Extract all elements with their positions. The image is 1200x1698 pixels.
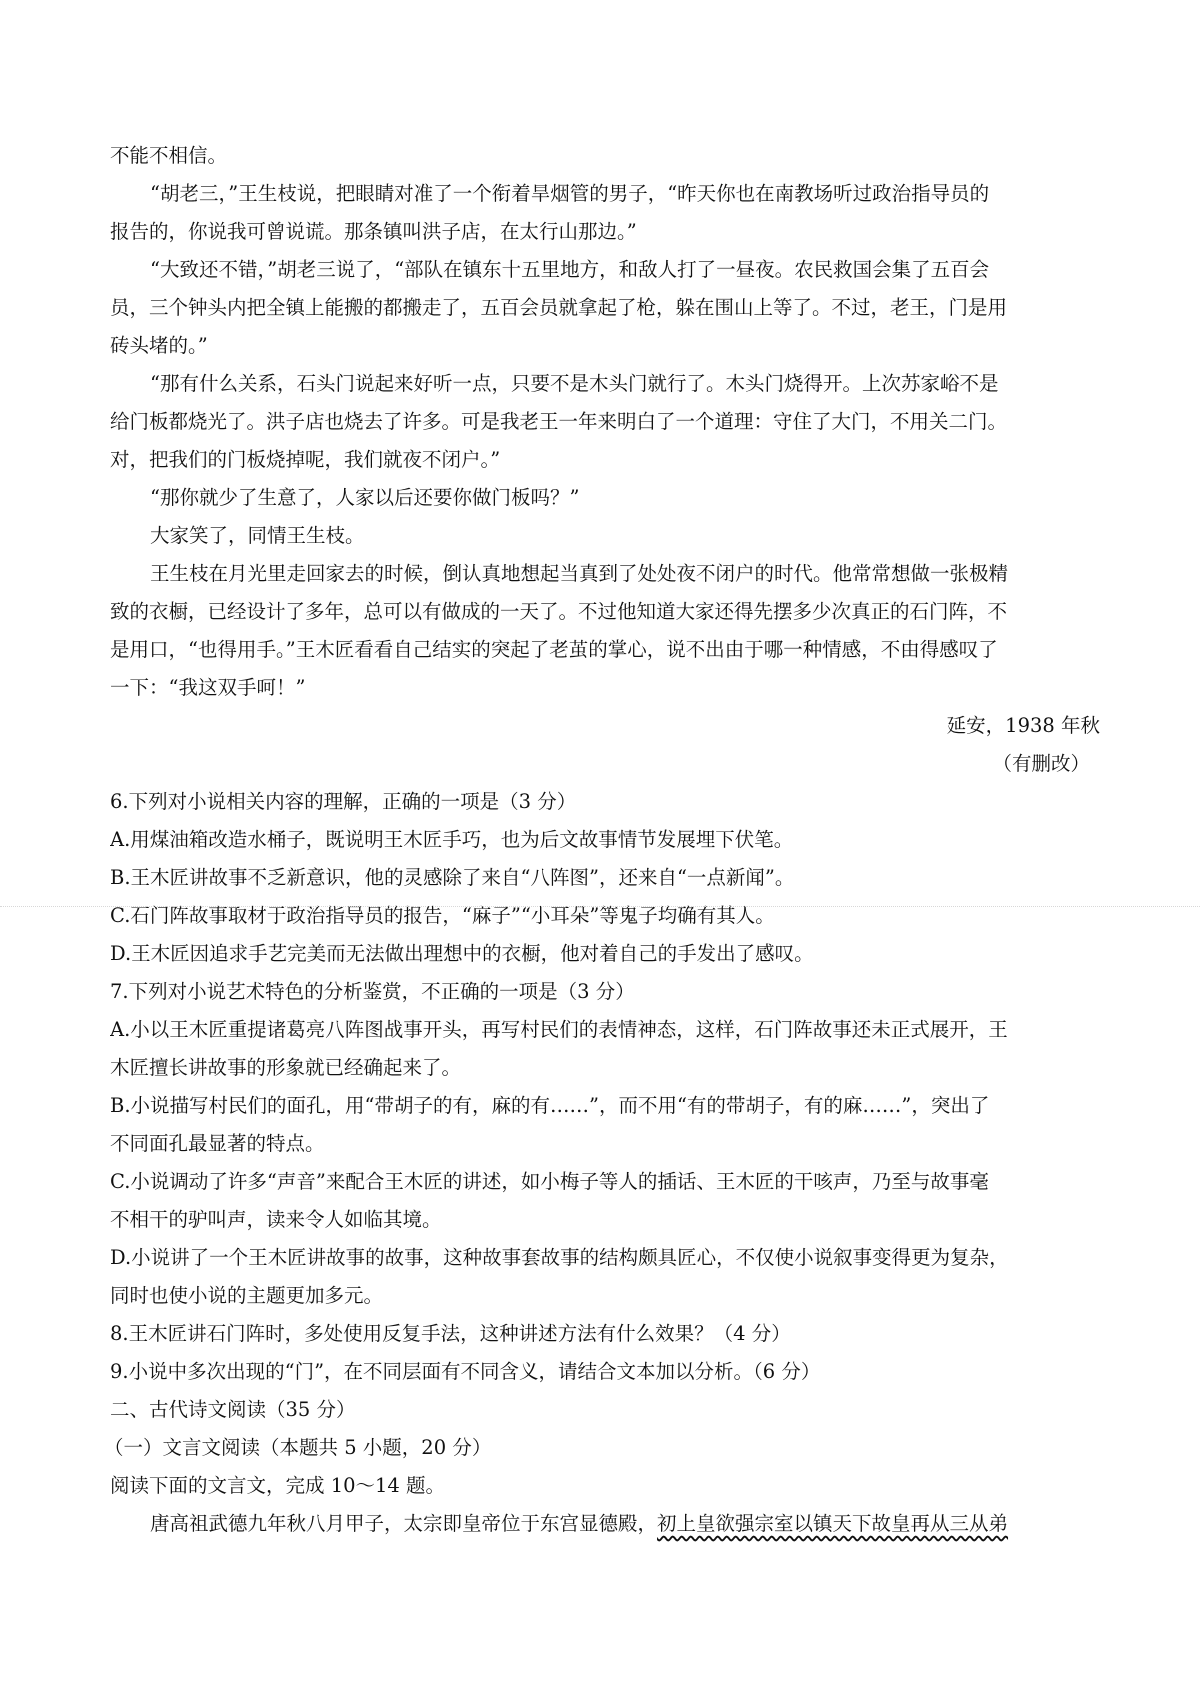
question-line: 9.小说中多次出现的“门”，在不同层面有不同含义，请结合文本加以分析。（6 分） [110, 1360, 821, 1383]
page-divider [0, 906, 1200, 907]
story-text [110, 137, 1100, 707]
passage-underlined: 初上皇欲强宗室以镇天下故皇再从三从弟 [657, 1512, 1009, 1535]
passage-plain: 唐高祖武德九年秋八月甲子，太宗即皇帝位于东宫显德殿， [150, 1512, 658, 1535]
questions-block [110, 783, 1100, 1391]
story-line: “大致还不错，”胡老三说了，“部队在镇东十五里地方，和敌人打了一昼夜。农民救国会集了五百会 [150, 258, 990, 281]
story-line: 砖头堵的。” [110, 334, 208, 357]
question-line: A.小以王木匠重提诸葛亮八阵图战事开头，再写村民们的表情神态，这样，石门阵故事还未正式展开，王 [110, 1018, 1008, 1041]
question-line: C.石门阵故事取材于政治指导员的报告，“麻子”“小耳朵”等鬼子均确有其人。 [110, 904, 775, 927]
sub-heading: （一）文言文阅读（本题共 5 小题，20 分） [104, 1436, 492, 1459]
story-line: 是用口，“也得用手。”王木匠看看自己结实的突起了老茧的掌心，说不出由于哪一种情感，不由得感叹了 [110, 638, 998, 661]
story-line: 对，把我们的门板烧掉呢，我们就夜不闭户。” [110, 448, 501, 471]
question-line: 不相干的驴叫声，读来令人如临其境。 [110, 1208, 442, 1231]
question-line: D.小说讲了一个王木匠讲故事的故事，这种故事套故事的结构颇具匠心，不仅使小说叙事变得更为复杂， [110, 1246, 1009, 1269]
question-line: B.王木匠讲故事不乏新意识，他的灵感除了来自“八阵图”，还来自“一点新闻”。 [110, 866, 795, 889]
question-line: 8.王木匠讲石门阵时，多处使用反复手法，这种讲述方法有什么效果？（4 分） [110, 1322, 791, 1345]
question-line: 6.下列对小说相关内容的理解，正确的一项是（3 分） [110, 790, 577, 813]
story-line: 一下：“我这双手呵！” [110, 676, 306, 699]
question-line: 不同面孔最显著的特点。 [110, 1132, 325, 1155]
question-line: B.小说描写村民们的面孔，用“带胡子的有，麻的有……”，而不用“有的带胡子，有的麻……”，突出了 [110, 1094, 990, 1117]
section-heading: 二、古代诗文阅读（35 分） [110, 1398, 356, 1421]
story-line: 员，三个钟头内把全镇上能搬的都搬走了，五百会员就拿起了枪，躲在围山上等了。不过，老王，门是用 [110, 296, 1008, 319]
signature-note: （有删改） [992, 752, 1090, 775]
question-line: D.王木匠因追求手艺完美而无法做出理想中的衣橱，他对着自己的手发出了感叹。 [110, 942, 814, 965]
question-line: 7.下列对小说艺术特色的分析鉴赏，不正确的一项是（3 分） [110, 980, 635, 1003]
story-line: 不能不相信。 [110, 144, 228, 167]
signature-place-date: 延安，1938 年秋 [946, 714, 1100, 737]
story-line: “胡老三，”王生枝说，把眼睛对准了一个衔着旱烟管的男子，“昨天你也在南教场听过政治指导员的 [150, 182, 990, 205]
story-line: 王生枝在月光里走回家去的时候，倒认真地想起当真到了处处夜不闭户的时代。他常常想做一张极精 [150, 562, 1009, 585]
story-line: 报告的，你说我可曾说谎。那条镇叫洪子店，在太行山那边。” [110, 220, 637, 243]
story-line: “那你就少了生意了，人家以后还要你做门板吗？” [150, 486, 580, 509]
exam-page [104, 137, 1100, 1543]
story-line: 给门板都烧光了。洪子店也烧去了许多。可是我老王一年来明白了一个道理：守住了大门，不用关二门。 [110, 410, 1008, 433]
question-line: 木匠擅长讲故事的形象就已经确起来了。 [110, 1056, 462, 1079]
story-line: “那有什么关系，石头门说起来好听一点，只要不是木头门就行了。木头门烧得开。上次苏家峪不是 [150, 372, 999, 395]
question-line: A.用煤油箱改造水桶子，既说明王木匠手巧，也为后文故事情节发展埋下伏笔。 [110, 828, 794, 851]
story-line: 大家笑了，同情王生枝。 [150, 524, 365, 547]
question-line: 同时也使小说的主题更加多元。 [110, 1284, 384, 1307]
classical-passage [110, 1505, 1100, 1543]
question-line: C.小说调动了许多“声音”来配合王木匠的讲述，如小梅子等人的插话、王木匠的干咳声，乃至与故事毫 [110, 1170, 989, 1193]
reading-instruction: 阅读下面的文言文，完成 10～14 题。 [110, 1474, 446, 1497]
story-line: 致的衣橱，已经设计了多年，总可以有做成的一天了。不过他知道大家还得先摆多少次真正的石门阵，不 [110, 600, 1008, 623]
